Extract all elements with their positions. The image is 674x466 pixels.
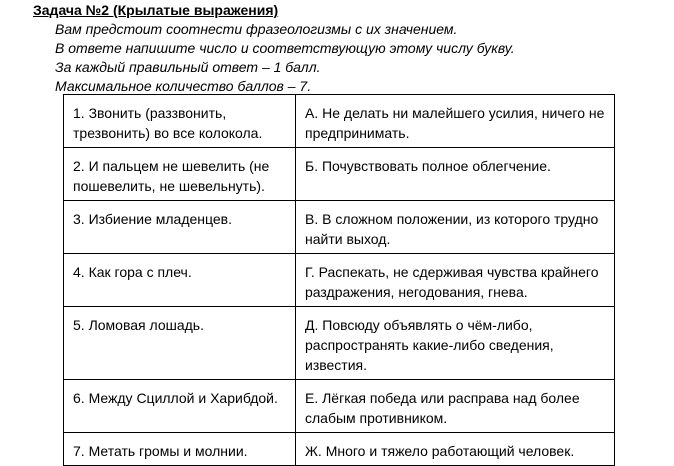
- meaning-cell: Е. Лёгкая победа или расправа над более слабым противником.: [296, 380, 615, 433]
- meaning-cell: Ж. Много и тяжело работающий человек.: [296, 433, 615, 466]
- table-row: [64, 307, 615, 380]
- meaning-cell: А. Не делать ни малейшего усилия, ничего не предпринимать.: [296, 95, 615, 148]
- instruction-line: За каждый правильный ответ – 1 балл.: [55, 59, 321, 75]
- instruction-line: Максимальное количество баллов – 7.: [55, 78, 312, 94]
- table-row: [64, 148, 615, 201]
- table-row: [64, 95, 615, 148]
- phrase-cell: 7. Метать громы и молнии.: [64, 433, 296, 466]
- task-title: Задача №2 (Крылатые выражения): [33, 2, 279, 18]
- meaning-cell: Д. Повсюду объявлять о чём-либо, распространять какие-либо сведения, известия.: [296, 307, 615, 380]
- matching-table: [63, 94, 615, 466]
- phrase-cell: 2. И пальцем не шевелить (не пошевелить, не шевельнуть).: [64, 148, 296, 201]
- phrase-cell: 6. Между Сциллой и Харибдой.: [64, 380, 296, 433]
- table-row: [64, 380, 615, 433]
- table-row: [64, 433, 615, 466]
- table-row: [64, 254, 615, 307]
- instruction-line: В ответе напишите число и соответствующую этому числу букву.: [55, 40, 515, 56]
- meaning-cell: В. В сложном положении, из которого трудно найти выход.: [296, 201, 615, 254]
- meaning-cell: Б. Почувствовать полное облегчение.: [296, 148, 615, 201]
- phrase-cell: 1. Звонить (раззвонить, трезвонить) во все колокола.: [64, 95, 296, 148]
- table-row: [64, 201, 615, 254]
- instruction-line: Вам предстоит соотнести фразеологизмы с их значением.: [55, 21, 458, 37]
- phrase-cell: 4. Как гора с плеч.: [64, 254, 296, 307]
- phrase-cell: 3. Избиение младенцев.: [64, 201, 296, 254]
- phrase-cell: 5. Ломовая лошадь.: [64, 307, 296, 380]
- meaning-cell: Г. Распекать, не сдерживая чувства крайнего раздражения, негодования, гнева.: [296, 254, 615, 307]
